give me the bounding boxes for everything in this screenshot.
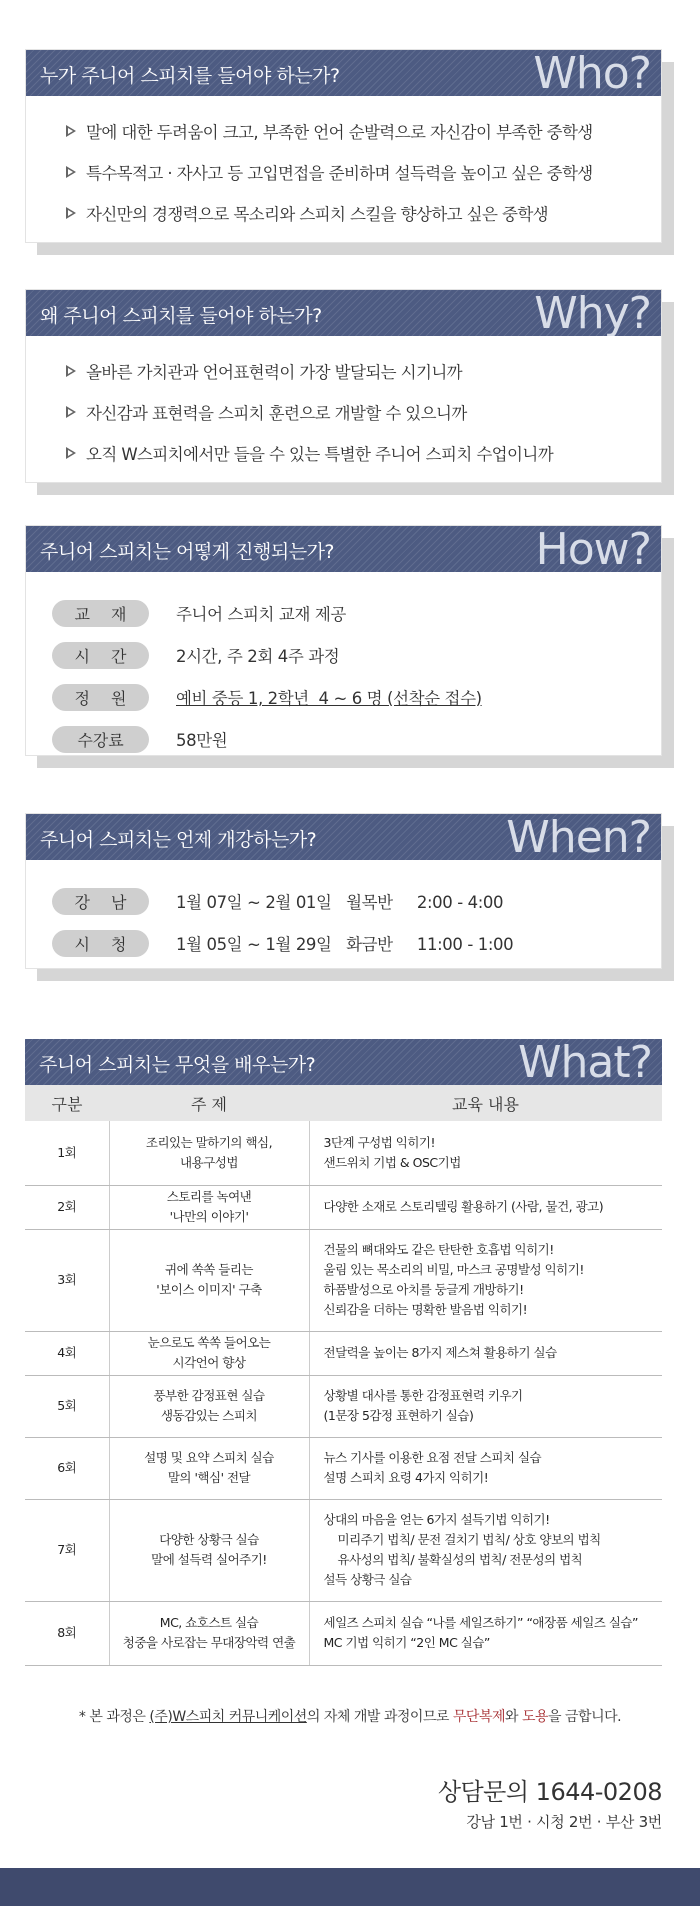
list-item-text: 오직 W스피치에서만 들을 수 있는 특별한 주니어 스피치 수업이니까 <box>86 444 554 464</box>
when-panel <box>25 813 662 969</box>
session-content: 상황별 대사를 통한 감정표현력 키우기 (1문장 5감정 표현하기 실습) <box>309 1375 662 1437</box>
info-value: 2시간, 주 2회 4주 과정 <box>176 647 340 666</box>
how-rows <box>26 572 661 760</box>
session-number: 4회 <box>25 1331 109 1375</box>
info-row <box>52 634 661 676</box>
session-content: 세일즈 스피치 실습 “나를 세일즈하기” “애장품 세일즈 실습” MC 기법 익히기 “2인 MC 실습” <box>309 1601 662 1665</box>
footer-bar <box>0 1868 700 1906</box>
why-panel <box>25 289 662 483</box>
why-header <box>26 290 661 336</box>
why-tag: Why? <box>534 290 651 336</box>
warning-plagiarism: 도용 <box>521 1709 549 1725</box>
how-panel <box>25 525 662 756</box>
table-row <box>25 1229 662 1331</box>
session-number: 3회 <box>25 1229 109 1331</box>
how-header <box>26 526 661 572</box>
session-content: 다양한 소재로 스토리텔링 활용하기 (사람, 물건, 광고) <box>309 1185 662 1229</box>
list-item-text: 올바른 가치관과 언어표현력이 가장 발달되는 시기니까 <box>86 362 463 382</box>
table-row <box>25 1185 662 1229</box>
info-value: 1월 07일 ~ 2월 01일 월목반 2:00 - 4:00 <box>176 893 504 912</box>
session-content: 건물의 뼈대와도 같은 탄탄한 호흡법 익히기! 울림 있는 목소리의 비밀, 마스크 공명발성 익히기! 하품발성으로 아치를 둥글게 개방하기! 신뢰감을 더하는 명확한 발음법 익히기! <box>309 1229 662 1331</box>
how-tag: How? <box>535 526 651 572</box>
session-number: 5회 <box>25 1375 109 1437</box>
who-panel <box>25 49 662 243</box>
company-name: (주)W스피치 커뮤니케이션 <box>149 1709 307 1725</box>
list-item-text: 특수목적고 · 자사고 등 고입면접을 준비하며 설득력을 높이고 싶은 중학생 <box>86 163 593 183</box>
triangle-bullet-icon <box>66 365 76 377</box>
info-label: 강 남 <box>52 888 149 915</box>
list-item <box>66 350 661 391</box>
who-title: 누가 주니어 스피치를 들어야 하는가? <box>40 65 340 87</box>
info-row <box>52 880 661 922</box>
table-row <box>25 1121 662 1185</box>
why-list <box>26 336 661 473</box>
info-row <box>52 718 661 760</box>
when-title: 주니어 스피치는 언제 개강하는가? <box>40 829 317 851</box>
list-item <box>66 151 661 192</box>
list-item-text: 자신감과 표현력을 스피치 훈련으로 개발할 수 있으니까 <box>86 403 467 423</box>
info-label: 시 간 <box>52 642 149 669</box>
column-header-topic: 주 제 <box>109 1085 309 1121</box>
table-row <box>25 1499 662 1601</box>
info-label: 교 재 <box>52 600 149 627</box>
when-rows <box>26 860 661 964</box>
session-topic: 귀에 쏙쏙 들리는 '보이스 이미지' 구축 <box>109 1229 309 1331</box>
session-content: 상대의 마음을 얻는 6가지 설득기법 익히기! 미리주기 법칙/ 문전 걸치기 법칙/ 상호 양보의 법칙 유사성의 법칙/ 불확실성의 법칙/ 전문성의 법칙 설득 상황극 실습 <box>309 1499 662 1601</box>
session-content: 3단계 구성법 익히기! 샌드위치 기법 & OSC기법 <box>309 1121 662 1185</box>
triangle-bullet-icon <box>66 166 76 178</box>
info-value: 1월 05일 ~ 1월 29일 화금반 11:00 - 1:00 <box>176 935 514 954</box>
info-value: 예비 중등 1, 2학년 4 ~ 6 명 (선착순 접수) <box>176 689 482 708</box>
contact-branches: 강남 1번 · 시청 2번 · 부산 3번 <box>466 1813 662 1831</box>
info-value: 주니어 스피치 교재 제공 <box>176 605 346 624</box>
what-tag: What? <box>518 1039 652 1085</box>
table-row <box>25 1437 662 1499</box>
session-number: 7회 <box>25 1499 109 1601</box>
warning-copy: 무단복제 <box>452 1709 505 1725</box>
copyright-notice: * 본 과정은 (주)W스피치 커뮤니케이션의 자체 개발 과정이므로 무단복제와 도용을 금합니다. <box>78 1709 622 1725</box>
session-topic: 눈으로도 쏙쏙 들어오는 시각언어 향상 <box>109 1331 309 1375</box>
session-number: 8회 <box>25 1601 109 1665</box>
session-content: 전달력을 높이는 8가지 제스쳐 활용하기 실습 <box>309 1331 662 1375</box>
info-row <box>52 676 661 718</box>
table-row <box>25 1331 662 1375</box>
when-tag: When? <box>506 814 651 860</box>
session-topic: MC, 쇼호스트 실습 청중을 사로잡는 무대장악력 연출 <box>109 1601 309 1665</box>
info-row <box>52 592 661 634</box>
list-item-text: 자신만의 경쟁력으로 목소리와 스피치 스킬을 향상하고 싶은 중학생 <box>86 204 549 224</box>
session-content: 뉴스 기사를 이용한 요점 전달 스피치 실습 설명 스피치 요령 4가지 익히기! <box>309 1437 662 1499</box>
contact-phone: 상담문의 1644-0208 <box>437 1778 662 1806</box>
table-row <box>25 1375 662 1437</box>
what-title: 주니어 스피치는 무엇을 배우는가? <box>39 1054 316 1076</box>
info-row <box>52 922 661 964</box>
who-header <box>26 50 661 96</box>
session-number: 1회 <box>25 1121 109 1185</box>
how-title: 주니어 스피치는 어떻게 진행되는가? <box>40 541 335 563</box>
list-item <box>66 110 661 151</box>
triangle-bullet-icon <box>66 406 76 418</box>
session-topic: 조리있는 말하기의 핵심, 내용구성법 <box>109 1121 309 1185</box>
info-label: 정 원 <box>52 684 149 711</box>
session-number: 6회 <box>25 1437 109 1499</box>
list-item-text: 말에 대한 두려움이 크고, 부족한 언어 순발력으로 자신감이 부족한 중학생 <box>86 122 593 142</box>
list-item <box>66 391 661 432</box>
curriculum-table <box>25 1085 662 1666</box>
who-tag: Who? <box>533 50 651 96</box>
table-header-row <box>25 1085 662 1121</box>
why-title: 왜 주니어 스피치를 들어야 하는가? <box>40 305 322 327</box>
session-topic: 설명 및 요약 스피치 실습 말의 '핵심' 전달 <box>109 1437 309 1499</box>
session-topic: 스토리를 녹여낸 '나만의 이야기' <box>109 1185 309 1229</box>
column-header-content: 교육 내용 <box>309 1085 662 1121</box>
info-value: 58만원 <box>176 731 228 750</box>
triangle-bullet-icon <box>66 125 76 137</box>
session-topic: 풍부한 감정표현 실습 생동감있는 스피치 <box>109 1375 309 1437</box>
table-row <box>25 1601 662 1665</box>
what-section <box>25 1039 662 1666</box>
triangle-bullet-icon <box>66 207 76 219</box>
triangle-bullet-icon <box>66 447 76 459</box>
who-list <box>26 96 661 233</box>
column-header-no: 구분 <box>25 1085 109 1121</box>
when-header <box>26 814 661 860</box>
list-item <box>66 432 661 473</box>
session-topic: 다양한 상황극 실습 말에 설득력 실어주기! <box>109 1499 309 1601</box>
info-label: 수강료 <box>52 726 149 753</box>
list-item <box>66 192 661 233</box>
info-label: 시 청 <box>52 930 149 957</box>
session-number: 2회 <box>25 1185 109 1229</box>
what-header <box>25 1039 662 1085</box>
